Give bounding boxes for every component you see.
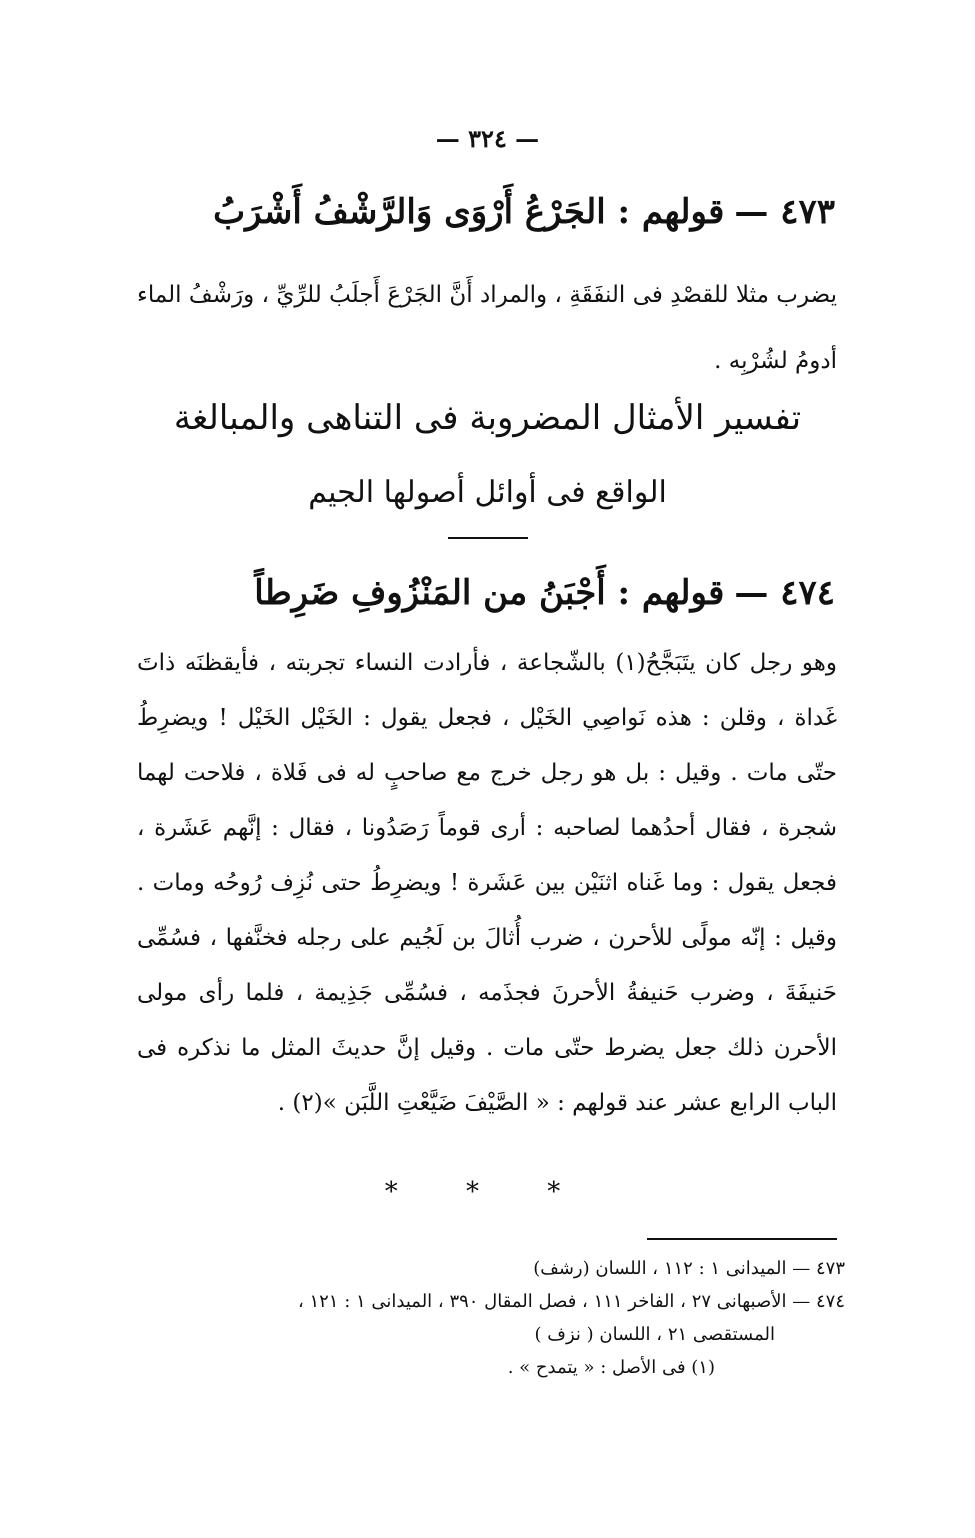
section-divider xyxy=(448,537,528,539)
entry-473-number: ٤٧٣ — xyxy=(734,192,835,232)
section-subtitle: الواقع فى أوائل أصولها الجيم xyxy=(308,475,667,510)
entry-473-proverb: قولهم : الجَرْعُ أَرْوَى وَالرَّشْفُ أَشْرَبُ xyxy=(213,192,725,232)
entry-474-proverb: قولهم : أَجْبَنُ من المَنْزُوفِ ضَرِطاً xyxy=(254,573,725,613)
entry-474-heading xyxy=(135,573,835,614)
footnote-474-sources-cont: المستقصى ٢١ ، اللسان ( نزف ) xyxy=(534,1324,775,1345)
footnote-rule xyxy=(647,1238,837,1240)
entry-474-text: وهو رجل كان يتَبَجَّحُ(١) بالشّجاعة ، فأرادت النساء تجربته ، فأيقظنَه ذاتَ غَداة ، وقلن : هذه نَواصِي الخَيْل ، فجعل يقول : الخَيْل الخَيْل ! ويضرِطُ حتّى مات . وقيل : بل هو رجل خرج مع صاحبٍ له فى فَلاة ، فلاحت لهما شجرة ، فقال أحدُهما لصاحبه : أرى قوماً رَصَدُونا ، فقال : إنَّهم عَشَرة ، فجعل يقول : وما غَناه اثنَيْن بين عَشَرة ! ويضرِطُ حتى نُزِف رُوحُه ومات . وقيل : إنّه مولًى للأحرن ، ضرب أُثالَ بن لَجُيم على رجله فخنَّفها ، فسُمِّى حَنيفَةَ ، وضرب حَنيفةُ الأحرنَ فجذَمه ، فسُمِّى جَذِيمة ، فلما رأى مولى الأحرن ذلك جعل يضرط حتّى مات . وقيل إنَّ حديثَ المثل ما نذكره فى الباب الرابع عشر عند قولهم : « الصَّيْفَ ضَيَّعْتِ اللَّبَن »(٢) . xyxy=(137,650,837,1116)
footnotes xyxy=(125,1252,845,1384)
entry-473-text: يضرب مثلا للقصْدِ فى النفَقَةِ ، والمراد أَنَّ الجَرْعَ أَجلَبُ للرِّيِّ ، ورَشْفُ الماء أدومُ لشُرْبِه . xyxy=(137,282,837,374)
section-separator-stars: * * * xyxy=(384,1177,591,1207)
footnote-473-sources: ٤٧٣ — الميدانى ١ : ١١٢ ، اللسان (رشف) xyxy=(533,1258,845,1279)
footnote-1: (١) فى الأصل : « يتمدح » . xyxy=(507,1357,715,1378)
entry-474-number: ٤٧٤ — xyxy=(734,573,835,613)
section-title: تفسير الأمثال المضروبة فى التناهى والمبالغة xyxy=(173,398,802,438)
page-number: — ٣٢٤ — xyxy=(435,124,540,153)
entry-473-heading xyxy=(135,192,835,233)
footnote-474-sources: ٤٧٤ — الأصبهانى ٢٧ ، الفاخر ١١١ ، فصل المقال ٣٩٠ ، الميدانى ١ : ١٢١ ، xyxy=(297,1291,845,1312)
